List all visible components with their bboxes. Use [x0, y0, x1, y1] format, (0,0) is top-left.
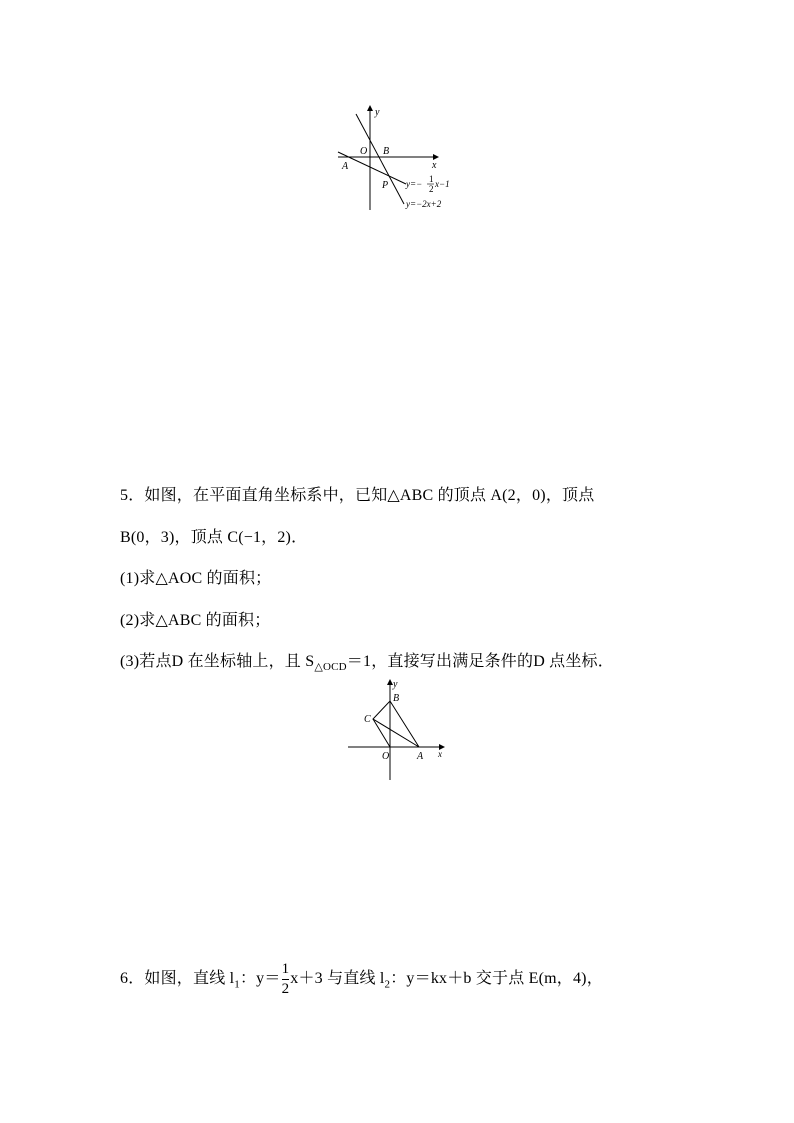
q5-subquestion-1: (1)求△AOC 的面积；: [120, 570, 272, 587]
q5-sub3-pre: (3)若点D 在坐标轴上，且 S: [120, 653, 315, 670]
q6-mid1: ：y＝: [239, 970, 281, 988]
label-point-p: P: [382, 180, 389, 191]
q5-line2: B(0，3)，顶点 C(−1，2)．: [120, 529, 308, 546]
q6-fraction: [282, 962, 290, 997]
label-point-b: B: [393, 693, 400, 704]
label-eq1-rhs: x−1: [435, 179, 450, 189]
label-eq1-num: 1: [429, 174, 434, 184]
q6-frac-den: 2: [281, 981, 290, 997]
segment-oc: [373, 719, 390, 747]
label-x-axis: x: [438, 749, 442, 759]
q5-sub3-post: ＝1，直接写出满足条件的D 点坐标．: [346, 653, 614, 670]
figure-triangle-abc: [340, 676, 450, 786]
q6-frac-num: 1: [281, 961, 290, 977]
q6-pre: 6．如图，直线 l: [120, 970, 235, 988]
label-y-axis: y: [375, 107, 380, 118]
figure-two-lines: [330, 100, 470, 220]
q6-line1: [120, 962, 603, 997]
q5-line1: 5．如图，在平面直角坐标系中，已知△ABC 的顶点 A(2，0)，顶点: [120, 487, 595, 504]
label-point-b: B: [383, 146, 390, 157]
q5-subquestion-2: (2)求△ABC 的面积；: [120, 612, 271, 629]
q5-sub3-subscript: △OCD: [314, 661, 347, 674]
label-eq1-den: 2: [429, 184, 434, 194]
label-origin: O: [382, 751, 390, 762]
q6-mid2: x＋3 与直线 l: [290, 970, 385, 988]
q5-subquestion-3: [120, 648, 614, 673]
label-point-a: A: [417, 751, 424, 762]
label-eq1-lhs: y=−: [406, 179, 423, 189]
label-point-c: C: [364, 714, 371, 725]
label-point-a: A: [342, 161, 349, 172]
label-origin: O: [360, 146, 368, 157]
q6-l1-subscript: 1: [234, 978, 240, 991]
label-x-axis: x: [432, 160, 437, 171]
q6-post: ：y＝kx＋b 交于点 E(m，4)，: [390, 970, 603, 988]
line-y-neg2x-plus2: [356, 114, 404, 204]
q6-l2-subscript: 2: [384, 978, 391, 991]
triangle-abc: [373, 701, 419, 747]
label-eq2: y=−2x+2: [406, 199, 442, 209]
label-y-axis: y: [393, 679, 398, 690]
